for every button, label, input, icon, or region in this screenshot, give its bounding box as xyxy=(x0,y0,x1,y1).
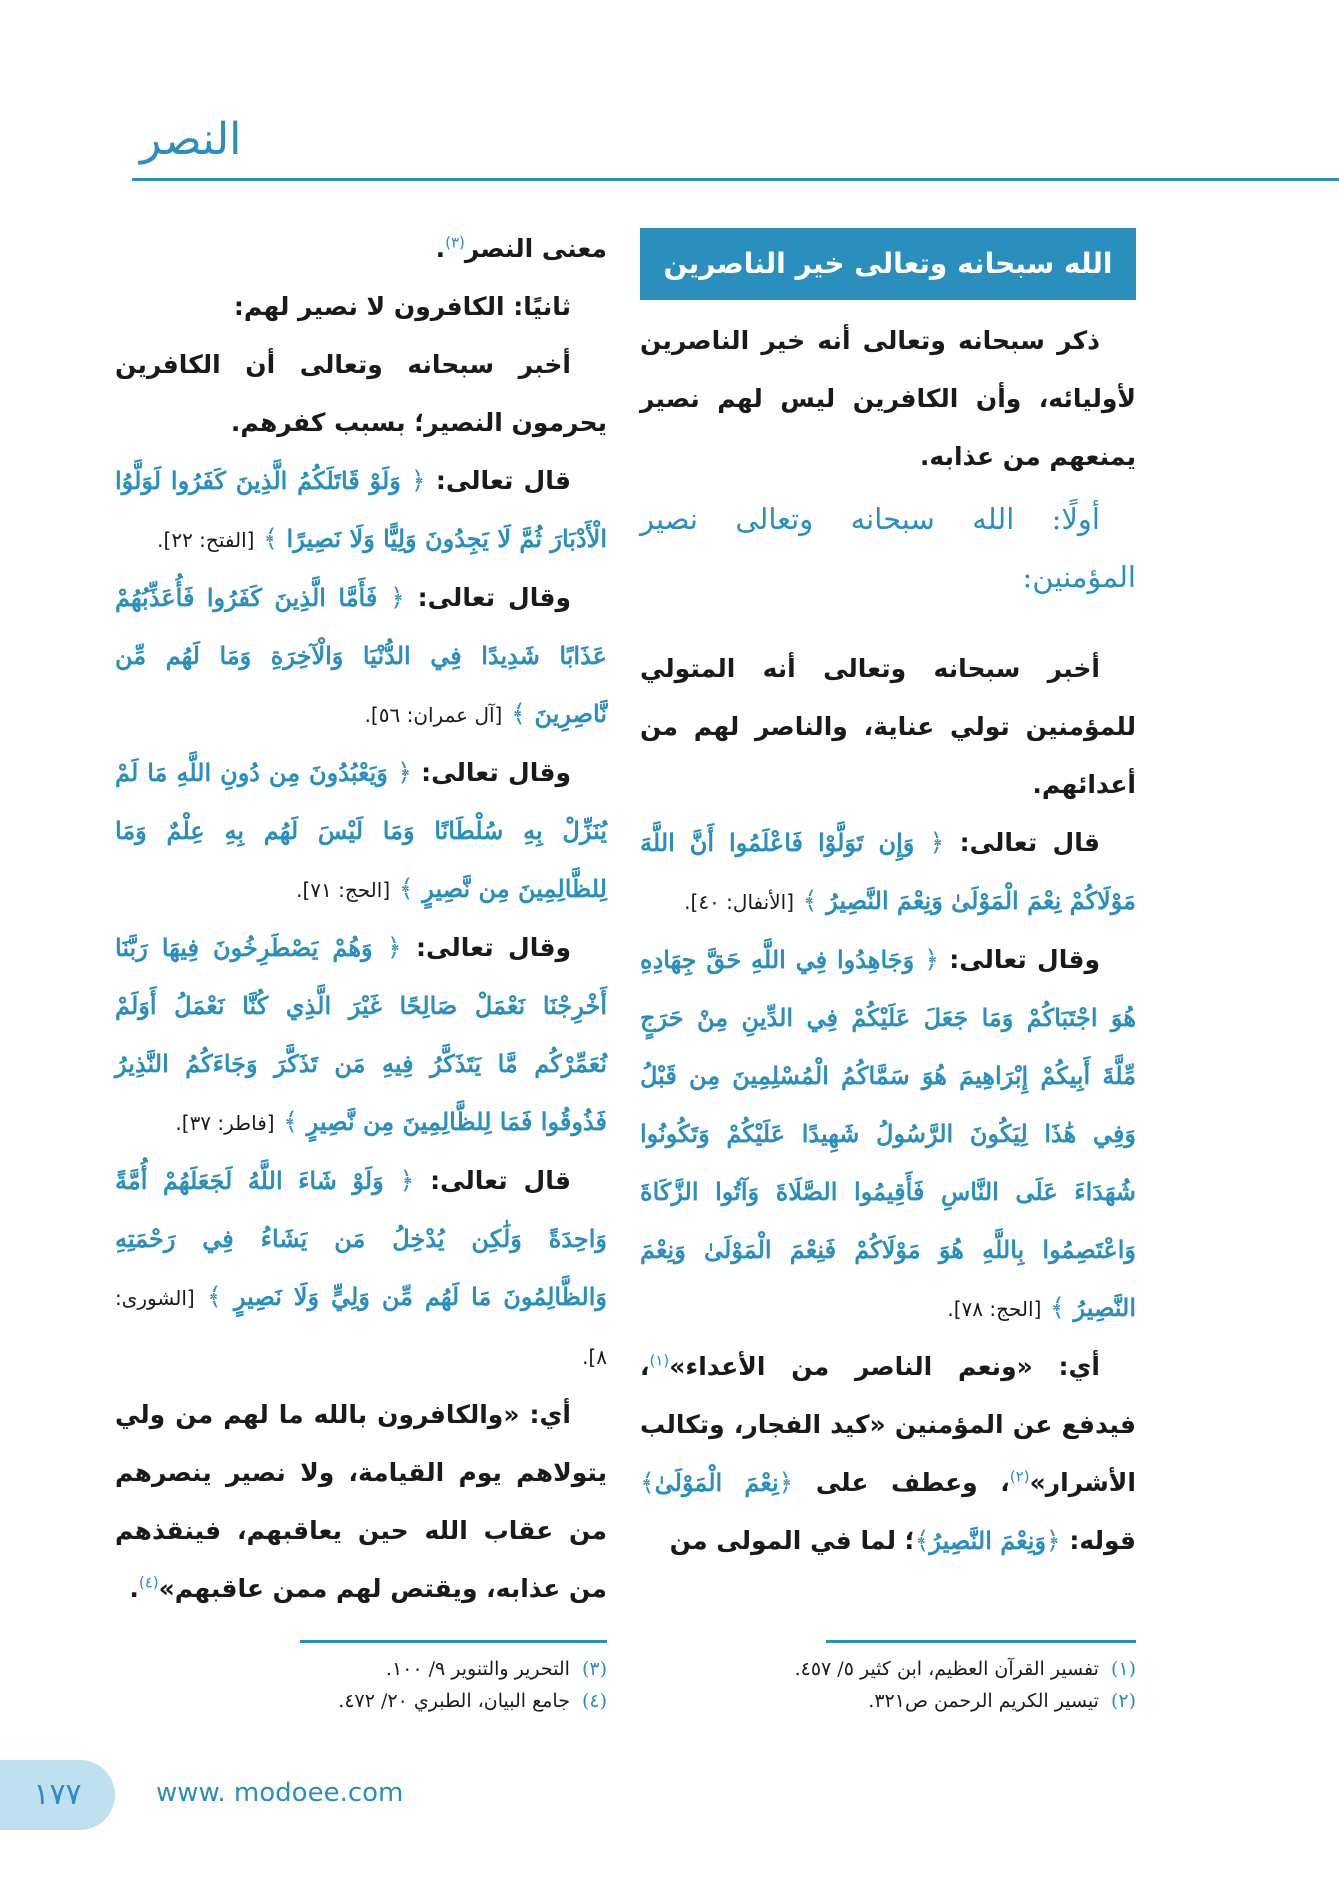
footnote-number: (٢) xyxy=(1110,1690,1136,1712)
ornament-open: ﴿ xyxy=(924,945,940,974)
text: . xyxy=(129,1574,139,1603)
verse-paragraph xyxy=(640,931,1136,1338)
right-column xyxy=(640,228,1136,1570)
ornament-open: ﴿ xyxy=(397,758,412,787)
verse-paragraph xyxy=(115,744,607,919)
footnote-text: تفسير القرآن العظيم، ابن كثير ٥/ ٤٥٧. xyxy=(794,1658,1099,1680)
quran-verse: فَأَمَّا الَّذِينَ كَفَرُوا فَأُعَذِّبُهُمْ عَذَابًا شَدِيدًا فِي الدُّنْيَا وَالْآخِرَةِ وَمَا لَهُم مِّن نَّاصِرِينَ xyxy=(115,583,607,728)
text: أي: «والكافرون بالله ما لهم من ولي يتولاهم يوم القيامة، ولا نصير ينصرهم من عقاب الله حين يعاقبهم، فينقذهم من عذابه، ويقتص لهم ممن عاقبهم» xyxy=(115,1400,607,1603)
footnote xyxy=(640,1653,1136,1685)
page-number: ١٧٧ xyxy=(0,1760,115,1830)
explanation-paragraph xyxy=(115,1386,607,1618)
footnote-marker[interactable]: (٣) xyxy=(445,233,465,252)
header-rule xyxy=(132,178,1339,181)
ornament-close: ﴾ xyxy=(398,874,414,903)
verse-lead: وقال تعالى: xyxy=(411,758,571,787)
verse-paragraph xyxy=(115,1152,607,1386)
footnote-divider xyxy=(300,1640,607,1643)
verse-lead: قال تعالى: xyxy=(425,466,571,495)
ornament-open: ﴿ xyxy=(778,1468,794,1497)
verse-reference: [الأنفال: ٤٠]. xyxy=(684,890,794,914)
footnotes-right xyxy=(640,1653,1136,1717)
text: ، فيدفع عن المؤمنين «كيد الفجار، وتكالب الأشرار» xyxy=(640,1352,1136,1497)
footnote-number: (٣) xyxy=(581,1658,607,1680)
verse-reference: [الحج: ٧٨]. xyxy=(947,1297,1042,1321)
quran-phrase: نِعْمَ الْمَوْلَىٰ xyxy=(654,1468,779,1497)
subheading-second: ثانيًا: الكافرون لا نصير لهم: xyxy=(233,292,571,321)
verse-lead: وقال تعالى: xyxy=(404,583,571,612)
explanation-paragraph xyxy=(640,1338,1136,1570)
verse-lead: وقال تعالى: xyxy=(939,945,1100,974)
footnote-divider xyxy=(826,1640,1136,1643)
verse-lead: وقال تعالى: xyxy=(401,933,571,962)
ornament-open: ﴿ xyxy=(390,583,405,612)
paragraph: أخبر سبحانه وتعالى أنه المتولي للمؤمنين تولي عناية، والناصر لهم من أعدائهم. xyxy=(640,654,1136,799)
ornament-close: ﴾ xyxy=(914,1526,930,1555)
verse-paragraph xyxy=(115,919,607,1152)
paragraph: أخبر سبحانه وتعالى أن الكافرين يحرمون النصير؛ بسبب كفرهم. xyxy=(115,350,607,437)
footnote xyxy=(115,1685,607,1717)
quran-phrase: وَنِعْمَ النَّصِيرُ xyxy=(929,1526,1047,1555)
verse-paragraph xyxy=(115,452,607,569)
text: . xyxy=(435,234,446,263)
text: ؛ لما في المولى من xyxy=(669,1526,915,1555)
ornament-open: ﴿ xyxy=(1046,1526,1061,1555)
quran-verse: وَهُمْ يَصْطَرِخُونَ فِيهَا رَبَّنَا أَخْرِجْنَا نَعْمَلْ صَالِحًا غَيْرَ الَّذِي كُنَّا نَعْمَلُ أَوَلَمْ نُعَمِّرْكُم مَّا يَتَذَكَّرُ فِيهِ مَن تَذَكَّرَ وَجَاءَكُمُ النَّذِيرُ فَذُوقُوا فَمَا لِلظَّالِمِينَ مِن نَّصِيرٍ xyxy=(115,933,607,1136)
verse-paragraph xyxy=(640,814,1136,931)
footnotes-left xyxy=(115,1653,607,1717)
footnote-text: التحرير والتنوير ٩/ ١٠٠. xyxy=(385,1658,570,1680)
footnote-marker[interactable]: (١) xyxy=(649,1351,670,1370)
verse-lead: قال تعالى: xyxy=(414,1166,572,1195)
footnote-text: جامع البيان، الطبري ٢٠/ ٤٧٢. xyxy=(338,1690,570,1712)
verse-reference: [فاطر: ٣٧]. xyxy=(175,1111,275,1135)
quran-verse: وَإِن تَوَلَّوْا فَاعْلَمُوا أَنَّ اللَّهَ مَوْلَاكُمْ نِعْمَ الْمَوْلَىٰ وَنِعْمَ النَّصِيرُ xyxy=(640,828,1136,915)
verse-reference: [الشورى: ٨]. xyxy=(115,1286,607,1369)
ornament-open: ﴿ xyxy=(399,1166,415,1195)
section-banner: الله سبحانه وتعالى خير الناصرين xyxy=(640,228,1136,300)
verse-lead: قال تعالى: xyxy=(944,828,1100,857)
verse-paragraph xyxy=(115,569,607,744)
text: ، وعطف على xyxy=(793,1468,1010,1497)
left-column xyxy=(115,220,607,1618)
intro-paragraph: ذكر سبحانه وتعالى أنه خير الناصرين لأوليائه، وأن الكافرين ليس لهم نصير يمنعهم من عذابه. xyxy=(640,326,1136,471)
ornament-close: ﴾ xyxy=(1050,1293,1065,1322)
ornament-open: ﴿ xyxy=(386,933,402,962)
verse-reference: [آل عمران: ٥٦]. xyxy=(364,703,503,727)
footnote xyxy=(115,1653,607,1685)
verse-reference: [الحج: ٧١]. xyxy=(296,878,391,902)
quran-verse: وَجَاهِدُوا فِي اللَّهِ حَقَّ جِهَادِهِ هُوَ اجْتَبَاكُمْ وَمَا جَعَلَ عَلَيْكُمْ فِي الدِّينِ مِنْ حَرَجٍ مِّلَّةَ أَبِيكُمْ إِبْرَاهِيمَ هُوَ سَمَّاكُمُ الْمُسْلِمِينَ مِن قَبْلُ وَفِي هَٰذَا لِيَكُونَ الرَّسُولُ شَهِيدًا عَلَيْكُمْ وَتَكُونُوا شُهَدَاءَ عَلَى النَّاسِ فَأَقِيمُوا الصَّلَاةَ وَآتُوا الزَّكَاةَ وَاعْتَصِمُوا بِاللَّهِ هُوَ مَوْلَاكُمْ فَنِعْمَ الْمَوْلَىٰ وَنِعْمَ النَّصِيرُ xyxy=(640,945,1136,1322)
ornament-close: ﴾ xyxy=(206,1282,222,1311)
subheading-first: أولًا: الله سبحانه وتعالى نصير المؤمنين: xyxy=(640,502,1136,594)
ornament-open: ﴿ xyxy=(411,466,426,495)
ornament-close: ﴾ xyxy=(263,524,278,553)
continued-text xyxy=(115,220,607,278)
ornament-close: ﴾ xyxy=(283,1107,298,1136)
ornament-close: ﴾ xyxy=(511,699,526,728)
chapter-title: النصر xyxy=(140,114,242,165)
ornament-open: ﴿ xyxy=(929,828,945,857)
ornament-close: ﴾ xyxy=(640,1468,655,1497)
footnote-text: تيسير الكريم الرحمن ص٣٢١. xyxy=(868,1690,1099,1712)
quran-verse: وَيَعْبُدُونَ مِن دُونِ اللَّهِ مَا لَمْ يُنَزِّلْ بِهِ سُلْطَانًا وَمَا لَيْسَ لَهُم بِهِ عِلْمٌ وَمَا لِلظَّالِمِينَ مِن نَّصِيرٍ xyxy=(115,758,607,903)
footnote-marker[interactable]: (٢) xyxy=(1009,1467,1030,1486)
footnote-number: (١) xyxy=(1110,1658,1136,1680)
website-link[interactable]: www. modoee.com xyxy=(156,1778,404,1808)
text: أي: «ونعم الناصر من الأعداء» xyxy=(669,1352,1100,1381)
footnote-number: (٤) xyxy=(581,1690,607,1712)
footnote-marker[interactable]: (٤) xyxy=(138,1573,159,1592)
footnote xyxy=(640,1685,1136,1717)
verse-reference: [الفتح: ٢٢]. xyxy=(157,528,255,552)
quran-verse: وَلَوْ شَاءَ اللَّهُ لَجَعَلَهُمْ أُمَّةً وَاحِدَةً وَلَٰكِن يُدْخِلُ مَن يَشَاءُ فِي رَحْمَتِهِ وَالظَّالِمُونَ مَا لَهُم مِّن وَلِيٍّ وَلَا نَصِيرٍ xyxy=(115,1166,607,1311)
ornament-close: ﴾ xyxy=(802,886,818,915)
text: قوله: xyxy=(1060,1526,1136,1555)
quran-verse: وَلَوْ قَاتَلَكُمُ الَّذِينَ كَفَرُوا لَوَلَّوُا الْأَدْبَارَ ثُمَّ لَا يَجِدُونَ وَلِيًّا وَلَا نَصِيرًا xyxy=(115,466,607,553)
text: معنى النصر xyxy=(464,234,607,263)
